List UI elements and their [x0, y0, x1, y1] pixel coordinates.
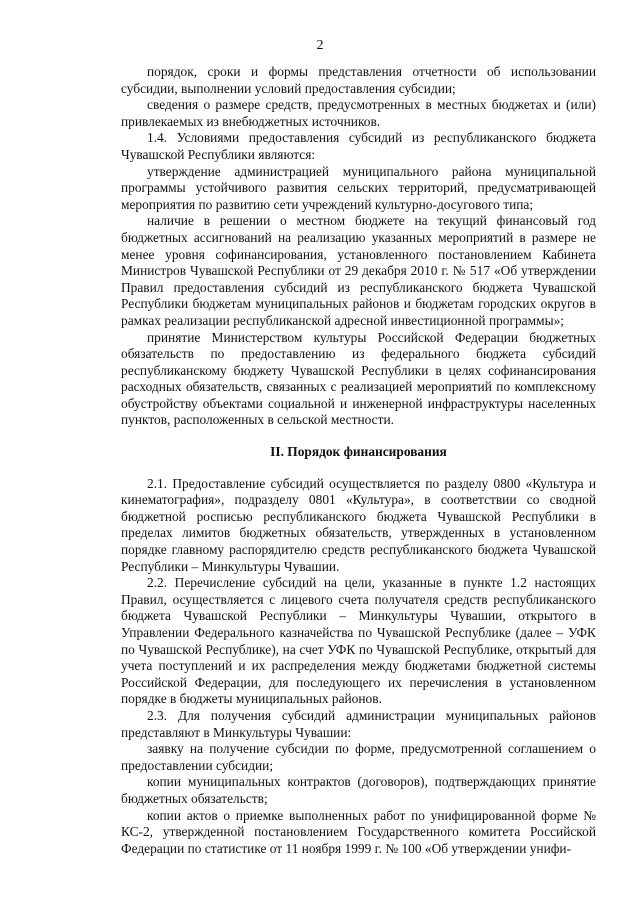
paragraph: наличие в решении о местном бюджете на текущий финансовый год бюджетных ассигнований на реализацию указанных мероприятий в размере не менее уровня софинансирования, установленного постановлением Кабинета Министров Чувашской Республики от 29 декабря 2010 г. № 517 «Об утверждении Правил предоставления субсидий из республиканского бюджета Чувашской Республики бюджетам муниципальных районов и бюджетам городских округов в рамках реализации республиканской адресной инвестиционной программы»; — [121, 213, 596, 328]
paragraph: принятие Министерством культуры Российской Федерации бюджетных обязательств по предоставлению из федерального бюджета субсидий республиканскому бюджету Чувашской Республики в целях софинансирования расходных обязательств, связанных с реализацией мероприятий по комплексному обустройству объектами социальной и инженерной инфраструктуры населенных пунктов, расположенных в сельской местности. — [121, 329, 596, 428]
paragraph: 2.1. Предоставление субсидий осуществляется по разделу 0800 «Культура и кинематография», подразделу 0801 «Культура», в соответствии со сводной бюджетной росписью республиканского бюджета Чувашской Республики в пределах лимитов бюджетных обязательств, утвержденных в установленном порядке главному распорядителю средств республиканского бюджета Чувашской Республики – Минкультуры Чувашии. — [121, 475, 596, 574]
paragraph: утверждение администрацией муниципального района муниципальной программы устойчивого развития сельских территорий, предусматривающей мероприятия по развитию сети учреждений культурно-досугового типа; — [121, 163, 596, 212]
paragraph: копии актов о приемке выполненных работ по унифицированной форме № КС-2, утвержденной постановлением Государственного комитета Российской Федерации по статистике от 11 ноября 1999 г. № 100 «Об утверждении унифи- — [121, 807, 596, 856]
paragraph: 2.2. Перечисление субсидий на цели, указанные в пункте 1.2 настоящих Правил, осуществляется с лицевого счета получателя средств республиканского бюджета Чувашской Республики – Минкультуры Чувашии, открытого в Управлении Федерального казначейства по Чувашской Республике (далее – УФК по Чувашской Республике), на счет УФК по Чувашской Республике, открытый для учета поступлений и их распределения между бюджетами бюджетной системы Российской Федерации, для последующего их перечисления в установленном порядке в бюджеты муниципальных районов. — [121, 575, 596, 707]
paragraph: порядок, сроки и формы представления отчетности об использовании субсидии, выполнении условий предоставления субсидии; — [121, 64, 596, 96]
paragraph: 1.4. Условиями предоставления субсидий из республиканского бюджета Чувашской Республики являются: — [121, 130, 596, 162]
paragraph: копии муниципальных контрактов (договоров), подтверждающих принятие бюджетных обязательств; — [121, 774, 596, 806]
paragraph: сведения о размере средств, предусмотренных в местных бюджетах и (или) привлекаемых из внебюджетных источников. — [121, 97, 596, 129]
document-body — [121, 64, 596, 857]
page-number: 2 — [316, 38, 324, 53]
paragraph: 2.3. Для получения субсидий администрации муниципальных районов представляют в Минкультуры Чувашии: — [121, 707, 596, 740]
section-heading: II. Порядок финансирования — [270, 444, 447, 460]
paragraph: заявку на получение субсидии по форме, предусмотренной соглашением о предоставлении субсидии; — [121, 741, 596, 773]
